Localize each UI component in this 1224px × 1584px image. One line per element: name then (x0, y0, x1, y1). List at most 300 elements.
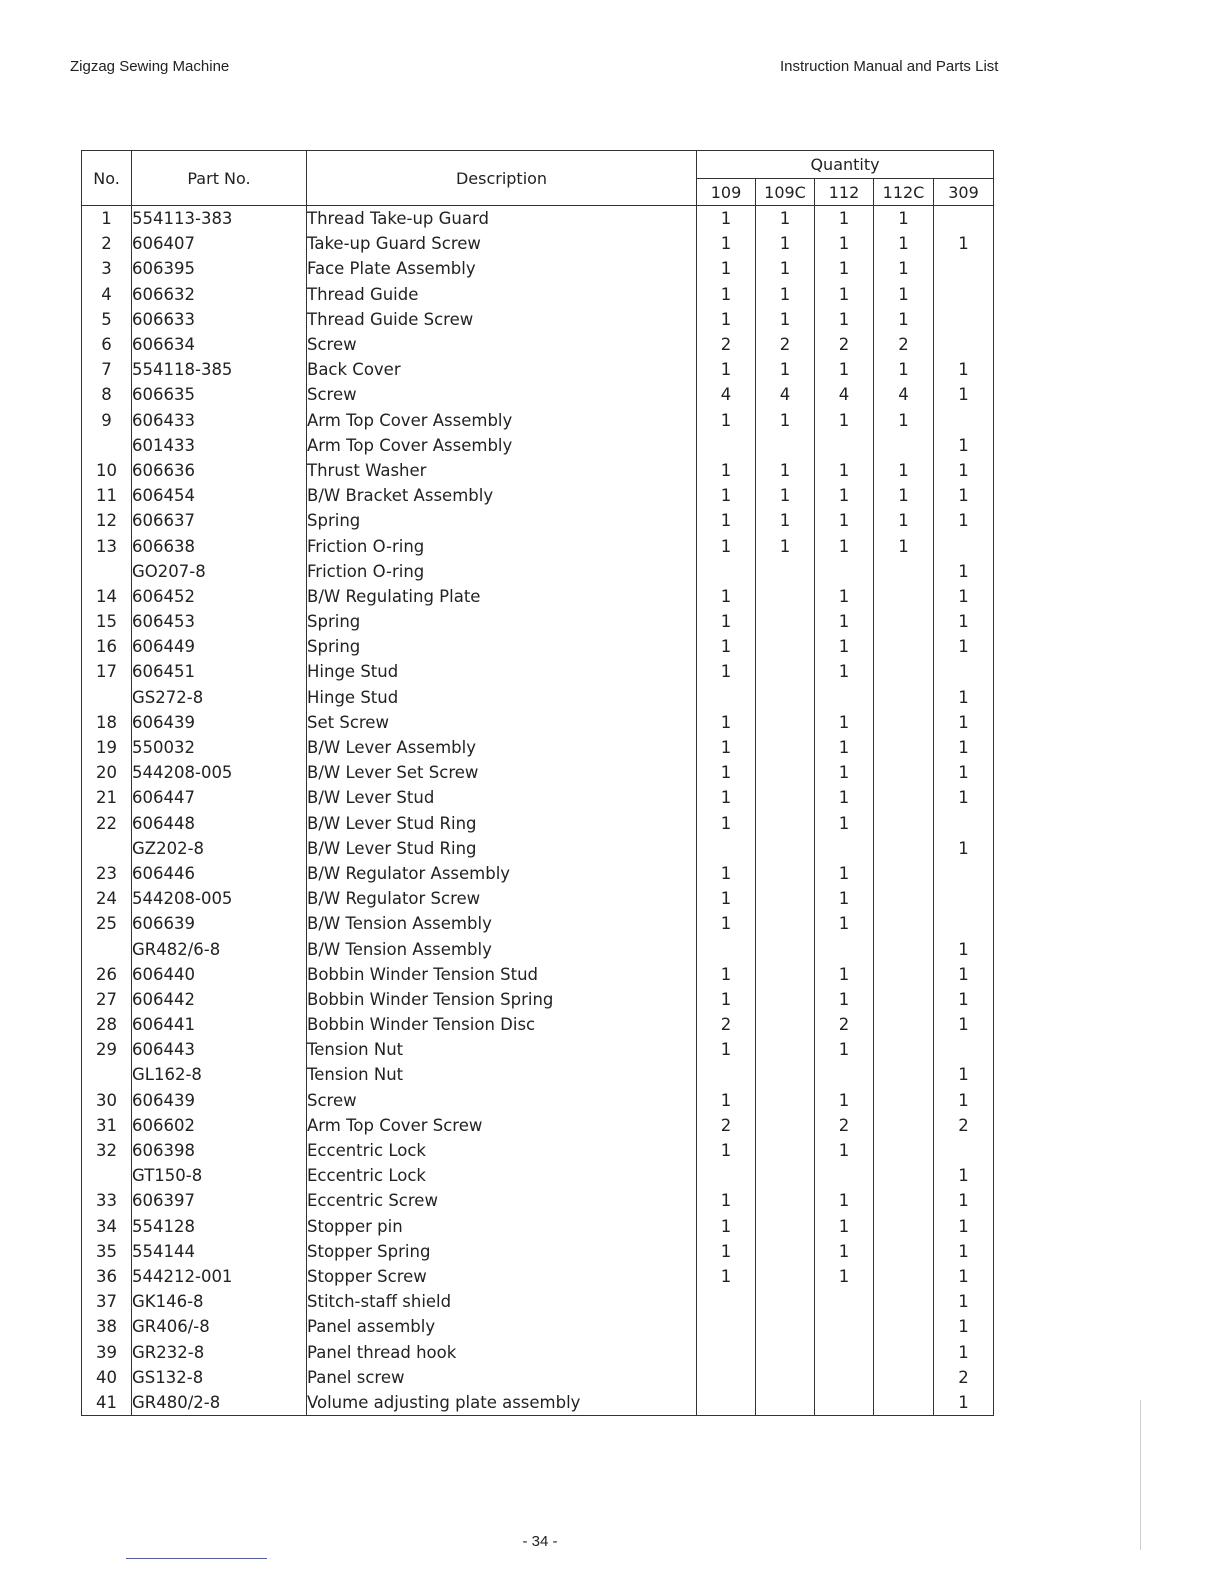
row-quantity-109c (756, 760, 815, 785)
row-part-number: 606441 (132, 1012, 307, 1037)
row-quantity-112: 1 (815, 584, 874, 609)
row-quantity-309: 1 (934, 584, 994, 609)
row-part-number: 544208-005 (132, 886, 307, 911)
row-quantity-112 (815, 1365, 874, 1390)
row-description: Thrust Washer (307, 458, 697, 483)
row-description: Hinge Stud (307, 685, 697, 710)
row-quantity-309: 1 (934, 735, 994, 760)
row-quantity-109c (756, 785, 815, 810)
row-quantity-109c: 1 (756, 307, 815, 332)
row-quantity-109 (697, 1339, 756, 1364)
row-quantity-112 (815, 1339, 874, 1364)
row-quantity-112 (815, 559, 874, 584)
row-description: Bobbin Winder Tension Disc (307, 1012, 697, 1037)
row-quantity-109c (756, 559, 815, 584)
row-quantity-109: 1 (697, 408, 756, 433)
row-quantity-112c (874, 1264, 934, 1289)
row-description: Spring (307, 508, 697, 533)
row-quantity-112c (874, 836, 934, 861)
row-number: 20 (82, 760, 132, 785)
row-quantity-112 (815, 1163, 874, 1188)
row-quantity-109: 1 (697, 483, 756, 508)
row-quantity-109c (756, 911, 815, 936)
table-row (82, 256, 994, 281)
row-quantity-109 (697, 1163, 756, 1188)
row-part-number: 606637 (132, 508, 307, 533)
row-quantity-112c (874, 785, 934, 810)
row-part-number: 606633 (132, 307, 307, 332)
row-part-number: GS132-8 (132, 1365, 307, 1390)
table-row (82, 1264, 994, 1289)
row-quantity-112 (815, 1289, 874, 1314)
row-part-number: 606634 (132, 332, 307, 357)
column-header-model-109: 109 (697, 179, 756, 206)
row-quantity-309: 1 (934, 231, 994, 256)
row-quantity-109: 2 (697, 332, 756, 357)
row-description: B/W Tension Assembly (307, 911, 697, 936)
row-number (82, 1163, 132, 1188)
row-quantity-109 (697, 559, 756, 584)
row-quantity-309: 1 (934, 634, 994, 659)
row-description: Take-up Guard Screw (307, 231, 697, 256)
row-part-number: GO207-8 (132, 559, 307, 584)
row-quantity-109: 1 (697, 1138, 756, 1163)
row-number: 35 (82, 1239, 132, 1264)
column-header-model-112c: 112C (874, 179, 934, 206)
row-part-number: 606454 (132, 483, 307, 508)
row-quantity-309: 1 (934, 1062, 994, 1087)
row-quantity-109: 1 (697, 1088, 756, 1113)
row-quantity-109: 1 (697, 710, 756, 735)
row-number: 15 (82, 609, 132, 634)
row-part-number: GR232-8 (132, 1339, 307, 1364)
row-part-number: GS272-8 (132, 685, 307, 710)
row-number: 8 (82, 382, 132, 407)
row-part-number: 606636 (132, 458, 307, 483)
row-quantity-112: 1 (815, 861, 874, 886)
row-quantity-109: 1 (697, 659, 756, 684)
row-description: B/W Tension Assembly (307, 936, 697, 961)
row-quantity-112c (874, 1188, 934, 1213)
row-quantity-309: 1 (934, 962, 994, 987)
row-number: 21 (82, 785, 132, 810)
row-number (82, 685, 132, 710)
row-description: Bobbin Winder Tension Spring (307, 987, 697, 1012)
row-quantity-109c: 1 (756, 231, 815, 256)
row-quantity-109c: 1 (756, 533, 815, 558)
row-quantity-109c (756, 936, 815, 961)
row-number: 17 (82, 659, 132, 684)
table-row (82, 911, 994, 936)
table-row (82, 1214, 994, 1239)
row-description: Set Screw (307, 710, 697, 735)
table-row (82, 609, 994, 634)
row-quantity-309 (934, 886, 994, 911)
table-row (82, 785, 994, 810)
table-row (82, 1339, 994, 1364)
row-quantity-112c: 1 (874, 533, 934, 558)
row-part-number: 606407 (132, 231, 307, 256)
row-description: Stopper Screw (307, 1264, 697, 1289)
row-description: B/W Bracket Assembly (307, 483, 697, 508)
row-quantity-109 (697, 836, 756, 861)
row-number: 2 (82, 231, 132, 256)
table-row (82, 332, 994, 357)
row-quantity-109c: 1 (756, 206, 815, 232)
row-quantity-109 (697, 1365, 756, 1390)
row-part-number: 544212-001 (132, 1264, 307, 1289)
row-description: Back Cover (307, 357, 697, 382)
row-quantity-109: 1 (697, 1188, 756, 1213)
table-header (82, 151, 994, 206)
row-quantity-109: 1 (697, 785, 756, 810)
row-quantity-112c (874, 1163, 934, 1188)
row-quantity-109c (756, 584, 815, 609)
row-quantity-112c (874, 1365, 934, 1390)
row-quantity-112: 1 (815, 307, 874, 332)
row-part-number: 606635 (132, 382, 307, 407)
row-quantity-109c (756, 710, 815, 735)
row-quantity-109c: 4 (756, 382, 815, 407)
row-quantity-309: 1 (934, 685, 994, 710)
table-row (82, 508, 994, 533)
row-quantity-112: 1 (815, 282, 874, 307)
column-header-model-109c: 109C (756, 179, 815, 206)
row-quantity-109: 4 (697, 382, 756, 407)
row-quantity-112: 1 (815, 458, 874, 483)
row-quantity-109 (697, 1289, 756, 1314)
row-quantity-309 (934, 861, 994, 886)
row-quantity-109: 1 (697, 508, 756, 533)
row-number: 14 (82, 584, 132, 609)
row-number: 12 (82, 508, 132, 533)
row-quantity-309 (934, 811, 994, 836)
row-quantity-109c (756, 861, 815, 886)
row-description: Screw (307, 382, 697, 407)
row-quantity-112: 1 (815, 231, 874, 256)
row-quantity-112c (874, 962, 934, 987)
footnote-rule (126, 1558, 267, 1559)
table-row (82, 836, 994, 861)
row-quantity-109c (756, 735, 815, 760)
row-part-number: 606395 (132, 256, 307, 281)
row-quantity-112c (874, 659, 934, 684)
row-quantity-109c: 1 (756, 408, 815, 433)
row-quantity-109c (756, 1062, 815, 1087)
row-description: Screw (307, 332, 697, 357)
row-part-number: GR482/6-8 (132, 936, 307, 961)
row-quantity-112: 1 (815, 609, 874, 634)
row-quantity-112c: 2 (874, 332, 934, 357)
row-description: Panel screw (307, 1365, 697, 1390)
row-quantity-109c: 1 (756, 357, 815, 382)
row-quantity-109: 1 (697, 735, 756, 760)
row-quantity-309: 2 (934, 1113, 994, 1138)
row-part-number: 606433 (132, 408, 307, 433)
row-quantity-112c (874, 1113, 934, 1138)
row-quantity-109c: 1 (756, 483, 815, 508)
row-quantity-112: 1 (815, 483, 874, 508)
row-part-number: GL162-8 (132, 1062, 307, 1087)
row-quantity-109 (697, 1390, 756, 1416)
table-row (82, 1012, 994, 1037)
row-quantity-309: 1 (934, 609, 994, 634)
row-number: 31 (82, 1113, 132, 1138)
row-quantity-112c (874, 1088, 934, 1113)
table-row (82, 1239, 994, 1264)
row-description: B/W Lever Assembly (307, 735, 697, 760)
row-quantity-109c (756, 659, 815, 684)
row-number: 28 (82, 1012, 132, 1037)
row-number: 4 (82, 282, 132, 307)
table-row (82, 433, 994, 458)
row-number: 1 (82, 206, 132, 232)
row-quantity-112: 1 (815, 1214, 874, 1239)
row-quantity-109: 2 (697, 1012, 756, 1037)
row-part-number: 606439 (132, 710, 307, 735)
row-quantity-109: 1 (697, 609, 756, 634)
row-number: 38 (82, 1314, 132, 1339)
row-description: Arm Top Cover Assembly (307, 433, 697, 458)
table-row (82, 1138, 994, 1163)
row-description: Face Plate Assembly (307, 256, 697, 281)
table-row (82, 962, 994, 987)
row-description: Thread Guide (307, 282, 697, 307)
row-number: 3 (82, 256, 132, 281)
row-description: Eccentric Lock (307, 1163, 697, 1188)
row-quantity-109: 1 (697, 760, 756, 785)
row-quantity-112c (874, 1138, 934, 1163)
row-description: Spring (307, 634, 697, 659)
row-quantity-109: 1 (697, 584, 756, 609)
row-quantity-109: 1 (697, 206, 756, 232)
row-quantity-309 (934, 911, 994, 936)
row-quantity-112c (874, 1339, 934, 1364)
table-row (82, 886, 994, 911)
row-quantity-309 (934, 307, 994, 332)
row-quantity-309: 1 (934, 1188, 994, 1213)
row-quantity-109c (756, 433, 815, 458)
row-number: 29 (82, 1037, 132, 1062)
row-quantity-112c: 1 (874, 357, 934, 382)
row-quantity-309 (934, 533, 994, 558)
row-quantity-112: 1 (815, 533, 874, 558)
row-quantity-109c (756, 1339, 815, 1364)
row-description: Friction O-ring (307, 533, 697, 558)
row-quantity-109: 1 (697, 357, 756, 382)
row-description: Stopper pin (307, 1214, 697, 1239)
row-number: 34 (82, 1214, 132, 1239)
row-quantity-112: 1 (815, 811, 874, 836)
row-quantity-109c (756, 1289, 815, 1314)
row-quantity-309: 1 (934, 508, 994, 533)
row-quantity-112c (874, 559, 934, 584)
row-part-number: 606398 (132, 1138, 307, 1163)
header-right-title: Instruction Manual and Parts List (780, 58, 999, 75)
row-quantity-109: 1 (697, 987, 756, 1012)
row-description: B/W Lever Stud (307, 785, 697, 810)
row-quantity-309: 1 (934, 458, 994, 483)
row-quantity-109c (756, 1012, 815, 1037)
row-quantity-109c (756, 1113, 815, 1138)
row-quantity-109c (756, 1138, 815, 1163)
table-row (82, 1088, 994, 1113)
row-quantity-309: 1 (934, 1163, 994, 1188)
row-description: B/W Lever Stud Ring (307, 836, 697, 861)
row-quantity-109c (756, 1314, 815, 1339)
row-description: Thread Guide Screw (307, 307, 697, 332)
row-quantity-309 (934, 659, 994, 684)
row-quantity-309: 1 (934, 559, 994, 584)
table-row (82, 1289, 994, 1314)
row-quantity-112: 1 (815, 1088, 874, 1113)
row-quantity-112c (874, 433, 934, 458)
table-row (82, 231, 994, 256)
row-quantity-112: 1 (815, 987, 874, 1012)
row-number: 10 (82, 458, 132, 483)
row-quantity-109: 1 (697, 458, 756, 483)
row-quantity-112c: 1 (874, 483, 934, 508)
row-part-number: GR480/2-8 (132, 1390, 307, 1416)
row-quantity-309 (934, 1138, 994, 1163)
row-quantity-112c: 4 (874, 382, 934, 407)
row-quantity-109c (756, 1188, 815, 1213)
row-quantity-112: 1 (815, 1239, 874, 1264)
row-quantity-112: 1 (815, 256, 874, 281)
row-number: 24 (82, 886, 132, 911)
row-quantity-109: 1 (697, 911, 756, 936)
row-quantity-112c (874, 886, 934, 911)
row-part-number: 606449 (132, 634, 307, 659)
row-part-number: 606446 (132, 861, 307, 886)
row-description: B/W Lever Set Screw (307, 760, 697, 785)
row-quantity-112c (874, 811, 934, 836)
column-header-model-309: 309 (934, 179, 994, 206)
row-number: 11 (82, 483, 132, 508)
row-description: B/W Regulator Screw (307, 886, 697, 911)
row-quantity-309: 1 (934, 357, 994, 382)
row-part-number: 606639 (132, 911, 307, 936)
row-part-number: 554118-385 (132, 357, 307, 382)
row-quantity-112: 1 (815, 1188, 874, 1213)
row-number (82, 433, 132, 458)
row-number: 5 (82, 307, 132, 332)
table-row (82, 1390, 994, 1416)
row-description: Spring (307, 609, 697, 634)
row-quantity-112c: 1 (874, 231, 934, 256)
row-number (82, 936, 132, 961)
row-quantity-109c (756, 962, 815, 987)
row-quantity-109c (756, 811, 815, 836)
row-part-number: GR406/-8 (132, 1314, 307, 1339)
table-row (82, 861, 994, 886)
row-quantity-112c: 1 (874, 282, 934, 307)
table-body (82, 206, 994, 1416)
row-part-number: 550032 (132, 735, 307, 760)
row-quantity-109c (756, 609, 815, 634)
row-quantity-112 (815, 936, 874, 961)
table-row (82, 206, 994, 232)
scan-edge-line (1140, 1400, 1141, 1550)
row-quantity-112: 2 (815, 332, 874, 357)
row-description: Eccentric Lock (307, 1138, 697, 1163)
row-quantity-309: 1 (934, 1088, 994, 1113)
row-part-number: 606451 (132, 659, 307, 684)
row-quantity-112: 1 (815, 886, 874, 911)
row-quantity-109c: 1 (756, 458, 815, 483)
row-quantity-112c (874, 584, 934, 609)
row-quantity-112: 1 (815, 659, 874, 684)
table-row (82, 307, 994, 332)
table-row (82, 1062, 994, 1087)
column-header-no: No. (82, 151, 132, 206)
row-quantity-109c (756, 987, 815, 1012)
row-quantity-112c (874, 1214, 934, 1239)
row-quantity-309: 1 (934, 1264, 994, 1289)
row-quantity-109c: 1 (756, 282, 815, 307)
row-number: 26 (82, 962, 132, 987)
row-quantity-112c (874, 1390, 934, 1416)
table-row (82, 1365, 994, 1390)
row-description: B/W Lever Stud Ring (307, 811, 697, 836)
row-part-number: GT150-8 (132, 1163, 307, 1188)
row-description: Bobbin Winder Tension Stud (307, 962, 697, 987)
row-quantity-112c: 1 (874, 307, 934, 332)
row-number: 27 (82, 987, 132, 1012)
parts-list-table (81, 150, 994, 1416)
row-description: Panel assembly (307, 1314, 697, 1339)
row-quantity-109 (697, 1314, 756, 1339)
row-quantity-112c (874, 987, 934, 1012)
table-row (82, 282, 994, 307)
row-number: 25 (82, 911, 132, 936)
row-quantity-112: 1 (815, 206, 874, 232)
row-quantity-112c (874, 1239, 934, 1264)
row-number: 37 (82, 1289, 132, 1314)
row-number (82, 559, 132, 584)
row-quantity-112c: 1 (874, 458, 934, 483)
column-header-part-no: Part No. (132, 151, 307, 206)
row-quantity-112: 1 (815, 508, 874, 533)
row-quantity-112c (874, 911, 934, 936)
row-number: 22 (82, 811, 132, 836)
row-description: Stitch-staff shield (307, 1289, 697, 1314)
table-row (82, 1037, 994, 1062)
row-quantity-112: 1 (815, 760, 874, 785)
row-quantity-112c (874, 1062, 934, 1087)
row-quantity-309 (934, 332, 994, 357)
row-quantity-112c (874, 760, 934, 785)
table-row (82, 533, 994, 558)
table-row (82, 685, 994, 710)
row-quantity-109: 1 (697, 256, 756, 281)
row-quantity-309: 1 (934, 1214, 994, 1239)
row-part-number: 606448 (132, 811, 307, 836)
row-quantity-112c (874, 609, 934, 634)
row-quantity-109: 1 (697, 634, 756, 659)
table-row (82, 1113, 994, 1138)
row-description: Stopper Spring (307, 1239, 697, 1264)
row-quantity-309: 1 (934, 1339, 994, 1364)
row-description: Arm Top Cover Assembly (307, 408, 697, 433)
table-row (82, 1314, 994, 1339)
row-quantity-309 (934, 282, 994, 307)
row-quantity-112 (815, 1062, 874, 1087)
row-quantity-112c (874, 634, 934, 659)
row-quantity-112: 1 (815, 357, 874, 382)
column-header-description: Description (307, 151, 697, 206)
row-description: Friction O-ring (307, 559, 697, 584)
